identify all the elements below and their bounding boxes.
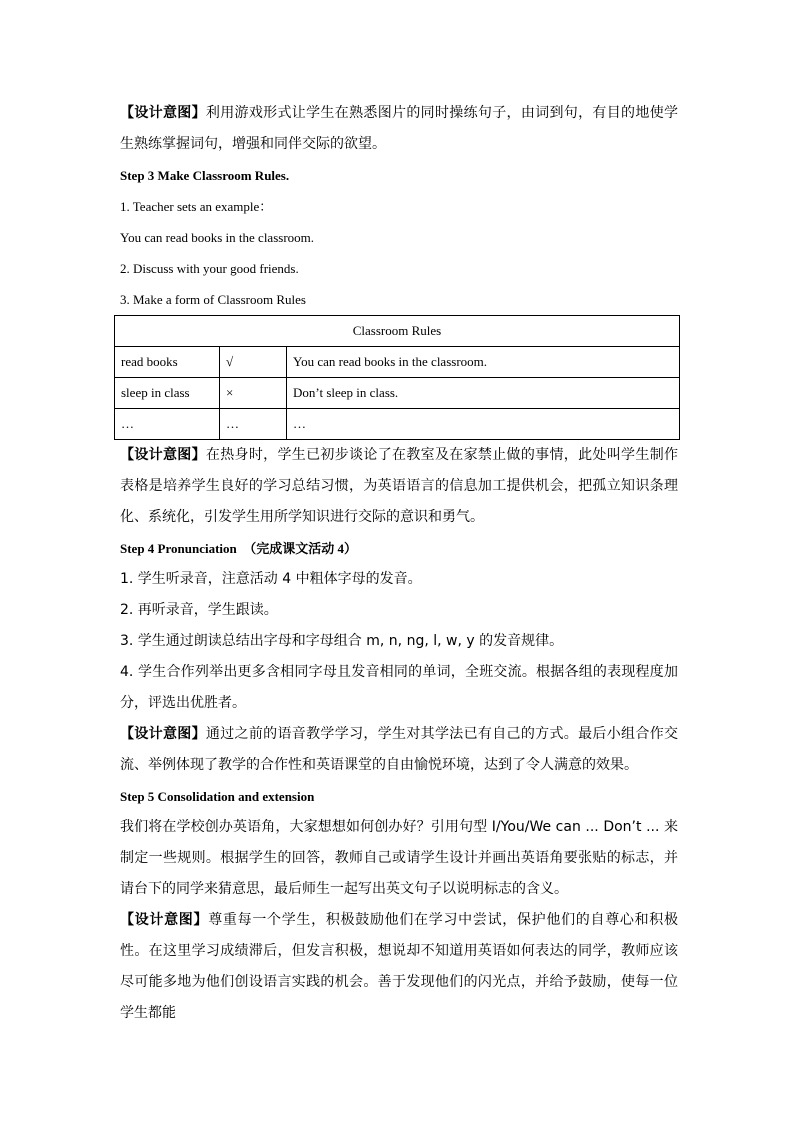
table-title: Classroom Rules <box>115 316 680 347</box>
design-intent-label: 【设计意图】 <box>120 912 209 928</box>
step4-item-2: 2. 再听录音，学生跟读。 <box>120 602 278 618</box>
step3-item-1: 1. Teacher sets an example： <box>120 199 273 214</box>
step3-example: You can read books in the classroom. <box>120 230 315 245</box>
design-intent-label: 【设计意图】 <box>120 726 206 742</box>
design-intent-paragraph-3: 【设计意图】通过之前的语音教学学习，学生对其学法已有自己的方式。最后小组合作交流、举例体现了教学的合作性和英语课堂的自由愉悦环境，达到了令人满意的效果。 <box>120 726 679 773</box>
step4-item-1: 1. 学生听录音，注意活动 4 中粗体字母的发音。 <box>120 571 422 587</box>
table-cell-mark: … <box>220 409 287 440</box>
classroom-rules-table <box>114 315 680 440</box>
document-body <box>120 98 678 1029</box>
step4-heading: Step 4 Pronunciation （完成课文活动 4） <box>120 541 358 556</box>
table-row <box>115 409 680 440</box>
design-intent-paragraph-2: 【设计意图】在热身时，学生已初步谈论了在教室及在家禁止做的事情，此处叫学生制作表格是培养学生良好的学习总结习惯，为英语语言的信息加工提供机会，把孤立知识条理化、系统化，引发学生用所学知识进行交际的意识和勇气。 <box>120 447 679 525</box>
table-cell-activity: … <box>115 409 220 440</box>
step3-item-2: 2. Discuss with your good friends. <box>120 261 299 276</box>
step5-heading: Step 5 Consolidation and extension <box>120 789 315 804</box>
design-intent-label: 【设计意图】 <box>120 447 206 463</box>
table-cell-rule: Don’t sleep in class. <box>287 378 680 409</box>
table-cell-rule: … <box>287 409 680 440</box>
design-intent-label: 【设计意图】 <box>120 105 206 121</box>
table-cell-rule: You can read books in the classroom. <box>287 347 680 378</box>
design-intent-paragraph-1: 【设计意图】利用游戏形式让学生在熟悉图片的同时操练句子，由词到句，有目的地使学生熟练掌握词句，增强和同伴交际的欲望。 <box>120 105 679 152</box>
table-cell-mark: × <box>220 378 287 409</box>
step3-heading: Step 3 Make Classroom Rules. <box>120 168 290 183</box>
table-cell-mark: √ <box>220 347 287 378</box>
table-cell-activity: read books <box>115 347 220 378</box>
design-intent-paragraph-4: 【设计意图】尊重每一个学生，积极鼓励他们在学习中尝试，保护他们的自尊心和积极性。在这里学习成绩滞后，但发言积极，想说却不知道用英语如何表达的同学，教师应该尽可能多地为他们创设语言实践的机会。善于发现他们的闪光点，并给予鼓励，使每一位学生都能 <box>120 912 679 1021</box>
table-header-row <box>115 316 680 347</box>
step3-item-3: 3. Make a form of Classroom Rules <box>120 292 306 307</box>
table-cell-activity: sleep in class <box>115 378 220 409</box>
table-row <box>115 378 680 409</box>
step4-item-4: 4. 学生合作列举出更多含相同字母且发音相同的单词，全班交流。根据各组的表现程度加分，评选出优胜者。 <box>120 664 678 711</box>
table-row <box>115 347 680 378</box>
step4-item-3: 3. 学生通过朗读总结出字母和字母组合 m, n, ng, l, w, y 的发音规律。 <box>120 633 564 649</box>
step5-body: 我们将在学校创办英语角，大家想想如何创办好？引用句型 I/You/We can ... Don’t ... 来制定一些规则。根据学生的回答，教师自己或请学生设计并画出英语角要张贴的标志，并请台下的同学来猜意思，最后师生一起写出英文句子以说明标志的含义。 <box>120 819 678 897</box>
